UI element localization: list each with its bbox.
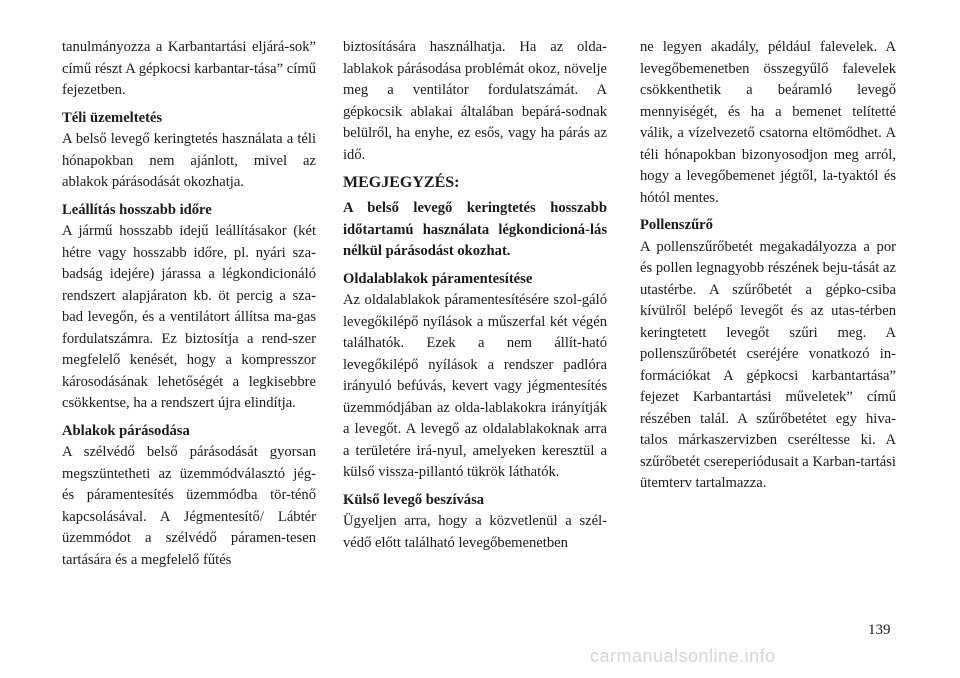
section-heading: Külső levegő beszívása [343, 491, 485, 508]
paragraph: Az oldalablakok páramentesítésére szol-gáló levegőkilépő nyílások a műszerfal két végén találhatók. Ezek a nem állít-ható levegőkilépő nyílások a rendszer padlóra irányuló befúvás, kevert vagy jégmentesítés üzemmódjában az olda-lablakokra irányítják a levegőt. A levegő az oldalablakoknak arra a területére irá-nyul, amelyeken keresztül a külső vissza-pillantó tükrök láthatók. [343, 292, 607, 480]
section-heading: Pollenszűrő [640, 217, 713, 233]
page-number: 139 [868, 622, 891, 638]
paragraph: Ügyeljen arra, hogy a közvetlenül a szél-védő előtt található levegőbemenetben [343, 513, 607, 551]
section-heading: Ablakok párásodása [62, 422, 190, 439]
paragraph: ne legyen akadály, például falevelek. A levegőbemenetben összegyűlő falevelek csökkenthetik a beáramló levegő mennyiségét, és ha a bemenet telítetté válik, a vízelvezető csatorna eltömődhet. A téli hónapokban bizonyosodjon meg arról, hogy a levegőbemenet jégtől, la-tyaktól és hótól mentes. [640, 39, 896, 206]
paragraph: tanulmányozza a Karbantartási eljárá-sok” című részt A gépkocsi karbantar-tása” című fejezetben. [62, 39, 316, 98]
text-column-1 [62, 37, 316, 577]
paragraph: A belső levegő keringtetés használata a téli hónapokban nem ajánlott, mivel az ablakok párásodását okozhatja. [62, 131, 316, 190]
text-column-3 [640, 37, 896, 501]
note-text: A belső levegő keringtetés hosszabb időtartamú használata légkondicioná-lás nélkül párásodást okozhat. [343, 200, 607, 259]
text-column-2 [343, 37, 607, 560]
paragraph: A szélvédő belső párásodását gyorsan megszüntetheti az üzemmódválasztó jég- és páramentesítés üzemmódba tör-ténő kapcsolásával. A Jégmentesítő/ Lábtér üzemmódot a szélvédő páramen-tesen tartására és a megfelelő fűtés [62, 444, 316, 568]
paragraph: A jármű hosszabb idejű leállításakor (két hétre vagy hosszabb időre, pl. nyári sza-badság idejére) járassa a légkondicionáló rendszert alapjáraton kb. öt percig a sza-bad levegőn, és a ventilátort állítsa ma-gas fordulatszámra. Ez biztosítja a rend-szer megfelelő kenését, hogy a kompresszor károsodásának lehetőségét a legkisebbre csökkentse, ha a rendszert újra elindítja. [62, 223, 316, 411]
paragraph: biztosítására használhatja. Ha az olda-lablakok párásodása problémát okoz, növelje meg a ventilátor fordulatszámát. A gépkocsik ablakai általában bepárá-sodnak belülről, ha enyhe, ez esős, vagy ha párás az idő. [343, 39, 607, 163]
section-heading: Oldalablakok páramentesítése [343, 270, 533, 287]
section-heading: Leállítás hosszabb időre [62, 201, 212, 218]
section-heading: Téli üzemeltetés [62, 109, 163, 126]
watermark: carmanualsonline.info [590, 646, 776, 666]
paragraph: A pollenszűrőbetét megakadályozza a por és pollen legnagyobb részének beju-tását az utastérbe. A szűrőbetét a gépko-csiba kívülről belépő levegőt és az utas-térben keringtetett levegőt szűri meg. A pollenszűrőbetét cseréjére vonatkozó in-formációkat A gépkocsi karbantartása” fejezet Karbantartási műveletek” című részében talál. A szűrőbetétet egy hiva-talos márkaszervizben cseréltesse ki. A szűrőbetét csereperiódusait a Karban-tartási ütemterv tartalmazza. [640, 238, 896, 491]
note-heading: MEGJEGYZÉS: [343, 174, 460, 191]
